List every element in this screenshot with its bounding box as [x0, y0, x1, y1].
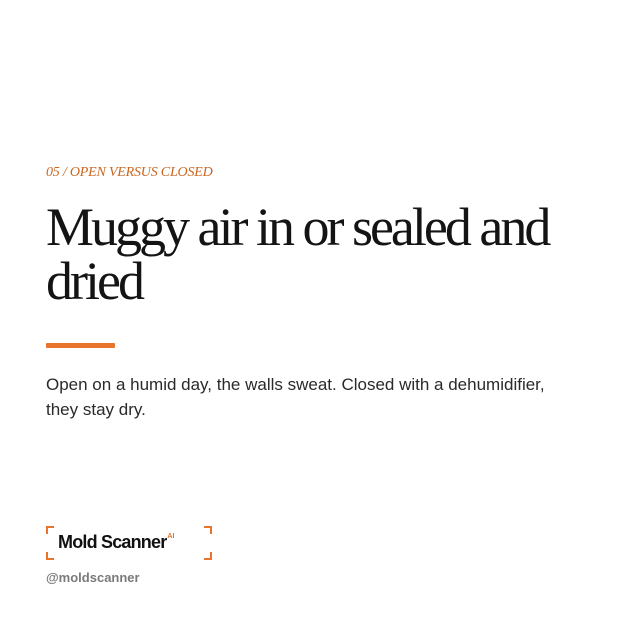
- logo-corner-top-right: [204, 526, 212, 534]
- body-text: Open on a humid day, the walls sweat. Closed with a dehumidifier, they stay dry.: [46, 375, 545, 419]
- logo-wordmark: [58, 532, 174, 553]
- logo-corner-bottom-right: [204, 552, 212, 560]
- social-handle: @moldscanner: [46, 570, 140, 585]
- brand-logo: [46, 526, 212, 560]
- logo-ai-badge: AI: [167, 533, 175, 540]
- page-title: Muggy air in or sealed and dried: [46, 197, 549, 311]
- logo-name: Mold Scanner: [58, 532, 167, 552]
- logo-corner-top-left: [46, 526, 54, 534]
- accent-divider: [46, 343, 115, 348]
- section-eyebrow: 05 / OPEN VERSUS CLOSED: [46, 165, 213, 180]
- logo-corner-bottom-left: [46, 552, 54, 560]
